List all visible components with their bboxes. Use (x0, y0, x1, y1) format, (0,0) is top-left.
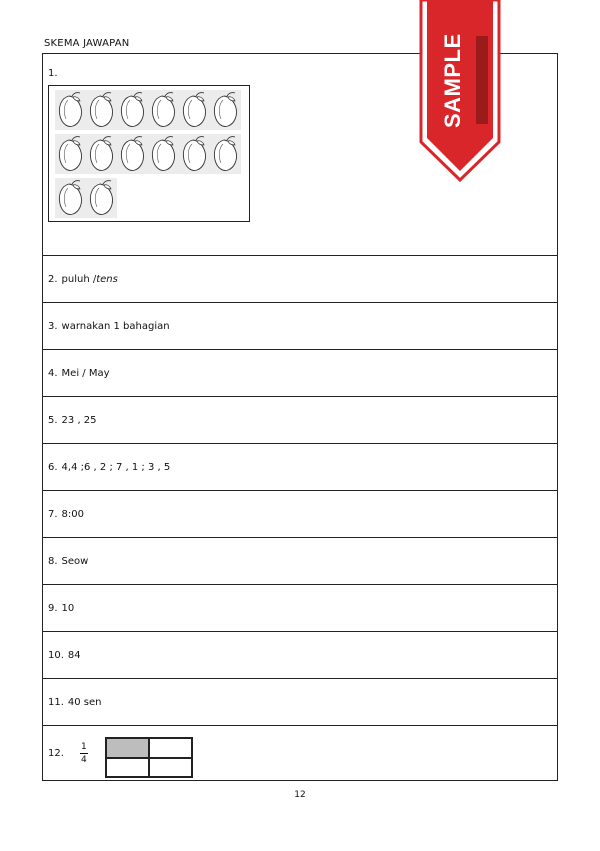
answer-text-italic: tens (96, 273, 118, 285)
answer-text: 10 (61, 602, 75, 614)
mango-icon (86, 178, 117, 218)
mango-icon (117, 90, 148, 130)
grid-cell-shaded (106, 738, 149, 758)
answer-text: Seow (61, 555, 89, 567)
answer-row-9 (43, 585, 557, 632)
page-title: SKEMA JAWAPAN (44, 38, 130, 49)
question-number: 4. (48, 367, 58, 379)
answer-text: warnakan 1 bahagian (61, 320, 170, 332)
answer-row-4 (43, 350, 557, 397)
answer-row-11 (43, 679, 557, 726)
answer-row-12 (43, 726, 557, 780)
watermark-bar (476, 36, 488, 124)
question-number: 11. (48, 696, 64, 708)
mango-icon (179, 134, 210, 174)
answer-row-10 (43, 632, 557, 679)
mango-icon (55, 90, 86, 130)
answer-text: 23 , 25 (61, 414, 97, 426)
question-number: 8. (48, 555, 58, 567)
question-number: 9. (48, 602, 58, 614)
fraction-one-quarter (80, 742, 88, 765)
mango-icon (86, 134, 117, 174)
question-number: 6. (48, 461, 58, 473)
question-number: 5. (48, 414, 58, 426)
mango-icon (148, 90, 179, 130)
mango-icon (210, 134, 241, 174)
question-number: 7. (48, 508, 58, 520)
answer-row-7 (43, 491, 557, 538)
fraction-numerator: 1 (81, 741, 87, 752)
mango-icon (86, 90, 117, 130)
mango-icon (55, 134, 86, 174)
sample-watermark-text: SAMPLE (440, 33, 465, 128)
question-number: 3. (48, 320, 58, 332)
answer-row-6 (43, 444, 557, 491)
answer-text: 40 sen (67, 696, 102, 708)
answer-row-5 (43, 397, 557, 444)
answer-text: Mei / May (61, 367, 110, 379)
answer-text: 4,4 ;6 , 2 ; 7 , 1 ; 3 , 5 (61, 461, 171, 473)
mango-figure (48, 85, 250, 222)
fraction-bar (80, 753, 88, 754)
mango-row (55, 134, 241, 174)
question-number: 1. (48, 68, 58, 79)
answer-row-3 (43, 303, 557, 350)
question-number: 10. (48, 649, 64, 661)
mango-row (55, 178, 117, 218)
question-number: 12. (48, 747, 64, 759)
answer-text: puluh / (61, 273, 97, 285)
answer-row-2 (43, 256, 557, 303)
page-number: 12 (294, 790, 306, 800)
grid-cell (149, 738, 192, 758)
mango-row (55, 90, 241, 130)
mango-icon (55, 178, 86, 218)
answer-text: 84 (67, 649, 81, 661)
mango-icon (179, 90, 210, 130)
mango-icon (117, 134, 148, 174)
mango-icon (210, 90, 241, 130)
fraction-denominator: 4 (81, 754, 87, 765)
grid-cell (106, 758, 149, 778)
answer-row-8 (43, 538, 557, 585)
grid-cell (149, 758, 192, 778)
mango-icon (148, 134, 179, 174)
answer-text: 8:00 (61, 508, 85, 520)
question-number: 2. (48, 273, 58, 285)
fraction-grid (105, 737, 193, 778)
